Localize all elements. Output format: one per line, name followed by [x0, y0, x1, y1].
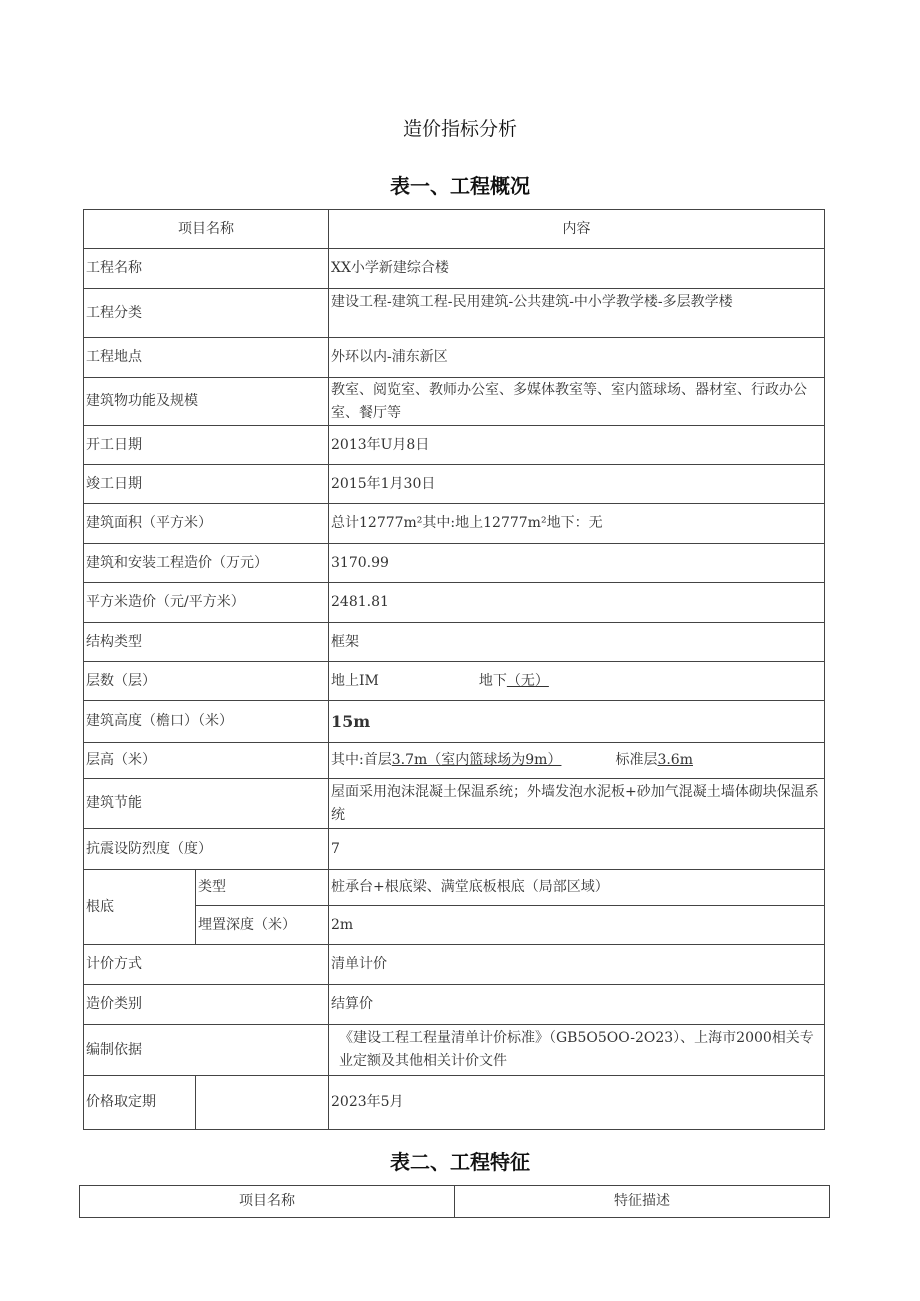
- row-label: 工程名称: [84, 249, 329, 289]
- table2-title: 表二、工程特征: [390, 1150, 530, 1174]
- table-row: [84, 906, 825, 945]
- row-value: 3170.99: [329, 544, 825, 583]
- row-value: XX小学新建综合楼: [329, 249, 825, 289]
- row-label: 建筑节能: [84, 779, 329, 829]
- floor-height-prefix: 其中:首层: [331, 752, 392, 768]
- table-row: [84, 701, 825, 743]
- row-value: 框架: [329, 623, 825, 662]
- header-item-name: 项目名称: [80, 1186, 455, 1218]
- project-overview-table: [83, 209, 825, 1130]
- table-row: [84, 1076, 825, 1130]
- foundation-depth-value: 2m: [329, 906, 825, 945]
- row-value: 教室、阅览室、教师办公室、多媒体教室等、室内篮球场、器材室、行政办公室、餐厅等: [329, 378, 825, 426]
- row-label: 平方米造价（元/平方米）: [84, 583, 329, 623]
- row-value: 建设工程-建筑工程-民用建筑-公共建筑-中小学教学楼-多层教学楼: [329, 289, 825, 338]
- table-row: [84, 378, 825, 426]
- row-value: 15m: [329, 701, 825, 743]
- table-row: [84, 743, 825, 779]
- row-label: 建筑面积（平方米）: [84, 504, 329, 544]
- row-label: 建筑物功能及规模: [84, 378, 329, 426]
- row-label: 计价方式: [84, 945, 329, 985]
- row-label: 造价类别: [84, 985, 329, 1025]
- table-row: [84, 583, 825, 623]
- table-row: [84, 829, 825, 870]
- std-floor-label: 标准层: [615, 752, 658, 768]
- foundation-type-value: 桩承台+根底梁、满堂底板根底（局部区域）: [329, 870, 825, 906]
- floors-below-value: （无）: [506, 672, 549, 689]
- floor-height-value: [329, 743, 825, 779]
- row-label: 层数（层）: [84, 662, 329, 701]
- row-value: 2481.81: [329, 583, 825, 623]
- table-row: [84, 465, 825, 504]
- row-value: 2023年5月: [329, 1076, 825, 1130]
- row-value: 《建设工程工程量清单计价标准》（GB5O5OO-2O23）、上海市2000相关专业定额及其他相关计价文件: [329, 1025, 825, 1076]
- table-row: [84, 504, 825, 544]
- table-row: [84, 623, 825, 662]
- row-value: 屋面采用泡沫混凝土保温系统；外墙发泡水泥板+砂加气混凝土墙体砌块保温系统: [329, 779, 825, 829]
- table-row: [84, 662, 825, 701]
- foundation-label: 根底: [84, 870, 196, 945]
- table-row: [84, 870, 825, 906]
- row-label: 工程分类: [84, 289, 329, 338]
- table-row: [84, 1025, 825, 1076]
- foundation-depth-label: 埋置深度（米）: [196, 906, 329, 945]
- row-value: 7: [329, 829, 825, 870]
- row-value: 总计12777m²其中:地上12777m²地下：无: [329, 504, 825, 544]
- floors-below-prefix: 地下: [478, 672, 507, 689]
- empty-cell: [196, 1076, 329, 1130]
- first-floor-height: 3.7m（室内篮球场为9m）: [391, 752, 562, 768]
- row-value: 2015年1月30日: [329, 465, 825, 504]
- row-label: 工程地点: [84, 338, 329, 378]
- header-content: 内容: [329, 210, 825, 249]
- table-row: [84, 249, 825, 289]
- std-floor-height: 3.6m: [657, 752, 693, 768]
- table-row: [84, 945, 825, 985]
- floors-above: 地上IM: [331, 672, 379, 689]
- table-row: [84, 779, 825, 829]
- table-row: [84, 289, 825, 338]
- row-label: 建筑和安装工程造价（万元）: [84, 544, 329, 583]
- row-label: 编制依据: [84, 1025, 329, 1076]
- row-label: 竣工日期: [84, 465, 329, 504]
- page-title: 造价指标分析: [402, 118, 517, 140]
- table-header-row: [84, 210, 825, 249]
- row-label: 结构类型: [84, 623, 329, 662]
- row-label: 价格取定期: [84, 1076, 196, 1130]
- foundation-type-label: 类型: [196, 870, 329, 906]
- row-label: 抗震设防烈度（度）: [84, 829, 329, 870]
- row-label: 层高（米）: [84, 743, 329, 779]
- table-row: [84, 338, 825, 378]
- row-value: 2013年U月8日: [329, 426, 825, 465]
- table-row: [84, 544, 825, 583]
- row-value: 外环以内-浦东新区: [329, 338, 825, 378]
- row-label: 建筑高度（檐口）（米）: [84, 701, 329, 743]
- table-row: [84, 426, 825, 465]
- project-features-table: [79, 1185, 830, 1218]
- table-row: [84, 985, 825, 1025]
- table1-title: 表一、工程概况: [390, 174, 530, 198]
- header-item-name: 项目名称: [84, 210, 329, 249]
- floors-value: [329, 662, 825, 701]
- header-feature-desc: 特征描述: [455, 1186, 830, 1218]
- row-label: 开工日期: [84, 426, 329, 465]
- table-header-row: [80, 1186, 830, 1218]
- row-value: 结算价: [329, 985, 825, 1025]
- row-value: 清单计价: [329, 945, 825, 985]
